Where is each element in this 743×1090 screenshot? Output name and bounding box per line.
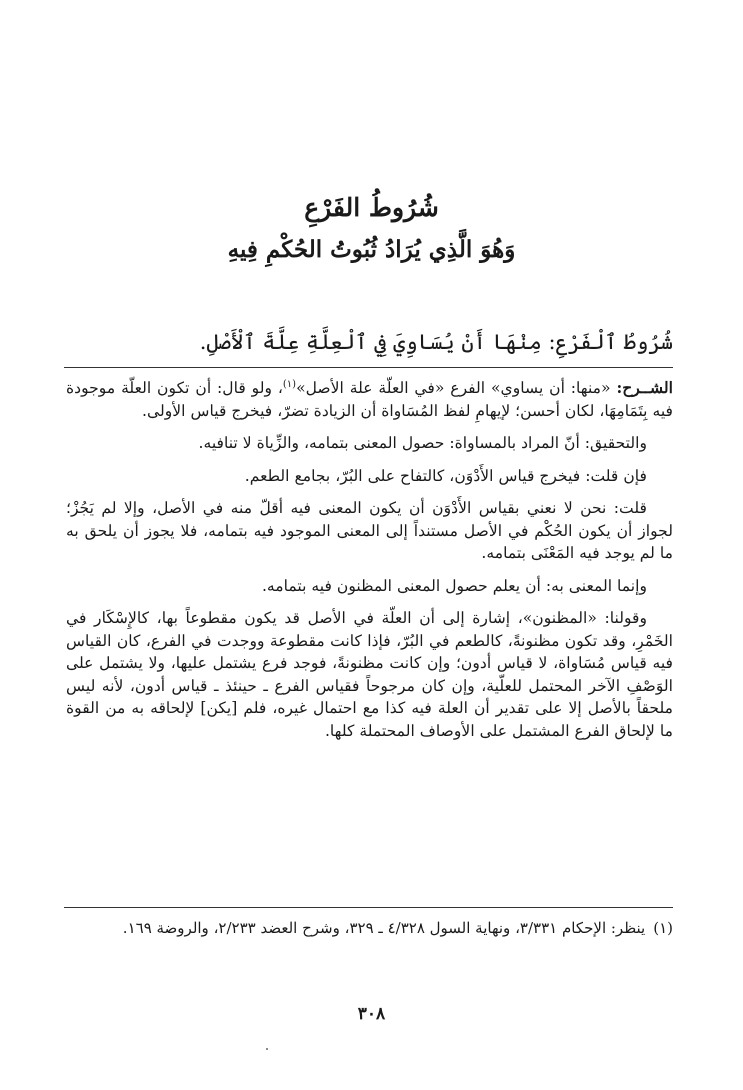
- chapter-title: شُرُوطُ الفَرْعِ: [304, 193, 439, 222]
- footnote-text: ينظر: الإحكام ٣/٣٣١، ونهاية السول ٤/٣٢٨ ـ ٣٢٩، وشرح العضد ٢/٢٣٣، والروضة ١٦٩.: [122, 919, 646, 937]
- sharh-commentary: [66, 374, 673, 742]
- sharh-paragraph-2: والتحقيق: أنّ المراد بالمساواة: حصول المعنى بتمامه، والزِّياة لا تنافيه.: [198, 434, 647, 453]
- sharh-p1-a: «منها: أن يساوي» الفرع «في العلّة علة الأصل»: [296, 379, 611, 398]
- sharh-paragraph-6: وقولنا: «المظنون»، إشارة إلى أن العلّة في الأصل قد يكون مقطوعاً بها، كالإِسْكَار في الخَمْرِ، وقد تكون مظنونةً، كالطعم في البُرّ، فإذا كانت مقطوعة ووجدت في الفرع، كان القياس فيه قياس مُسَاواة، لا قياس أدون؛ وإن كانت مظنونةً، فوجد فرع يشتمل عليها، ولا يشتمل على الوَصْفِ الآخر المحتمل للعلّية، وإن كان مرجوحاً فقياس الفرع ـ حينئذ ـ قياس أدون، لأنه ليس ملحقاً بالأصل إلا على تقدير أن العلة فيه كذا مع احتمال غيره، فلم [يكن] لإلحاقه به من القوة ما لإلحاق الفرع المشتمل على الأوصاف المحتملة كلها.: [66, 609, 673, 740]
- matn-divider: [64, 367, 673, 368]
- footnote-number: (١): [653, 919, 673, 937]
- sharh-paragraph-3: فإن قلت: فيخرج قياس الأَدْوَن، كالتفاح على البُرّ، بجامع الطعم.: [244, 466, 647, 485]
- page-number: ٣٠٨: [357, 1004, 386, 1024]
- matn-text: شُرُوطُ ٱلْفَرْعِ: مِنْهَا أَنْ يُسَاوِيَ فِي ٱلْعِلَّةِ عِلَّةَ ٱلْأَصْلِ.: [199, 330, 673, 354]
- sharh-paragraph-4: قلت: نحن لا نعني بقياس الأَدْوَن أن يكون المعنى فيه أقلّ منه في الأصل، وإلا لم يَجُزْ؛ لجواز أن يكون الحُكْم في الأصل مستنداً إلى المعنى الموجود فيه بتمامه، فلا يجوز أن يلحق به ما لم يوجد فيه المَعْنَى بتمامه.: [66, 499, 673, 563]
- sharh-label: الشــرح:: [616, 378, 673, 398]
- scan-speck: [266, 1048, 268, 1050]
- footnote-reference: (١): [282, 379, 297, 390]
- sharh-paragraph-1: [66, 374, 673, 422]
- footnote: [66, 916, 673, 940]
- sharh-paragraph-5: وإنما المعنى به: أن يعلم حصول المعنى المظنون فيه بتمامه.: [261, 576, 647, 595]
- chapter-subtitle: وَهُوَ الَّذِي يُرَادُ ثُبُوتُ الحُكْمِ فِيهِ: [227, 236, 516, 263]
- footnote-divider: [64, 907, 673, 908]
- sharh-p1-b: ، ولو قال: أن تكون العلّة موجودة فيه بِتَمَامِهَا، لكان أحسن؛ لإيهامِ لفظ المُسَاواة أن الزيادة تضرّ، فيخرج قياس الأولى.: [66, 379, 673, 420]
